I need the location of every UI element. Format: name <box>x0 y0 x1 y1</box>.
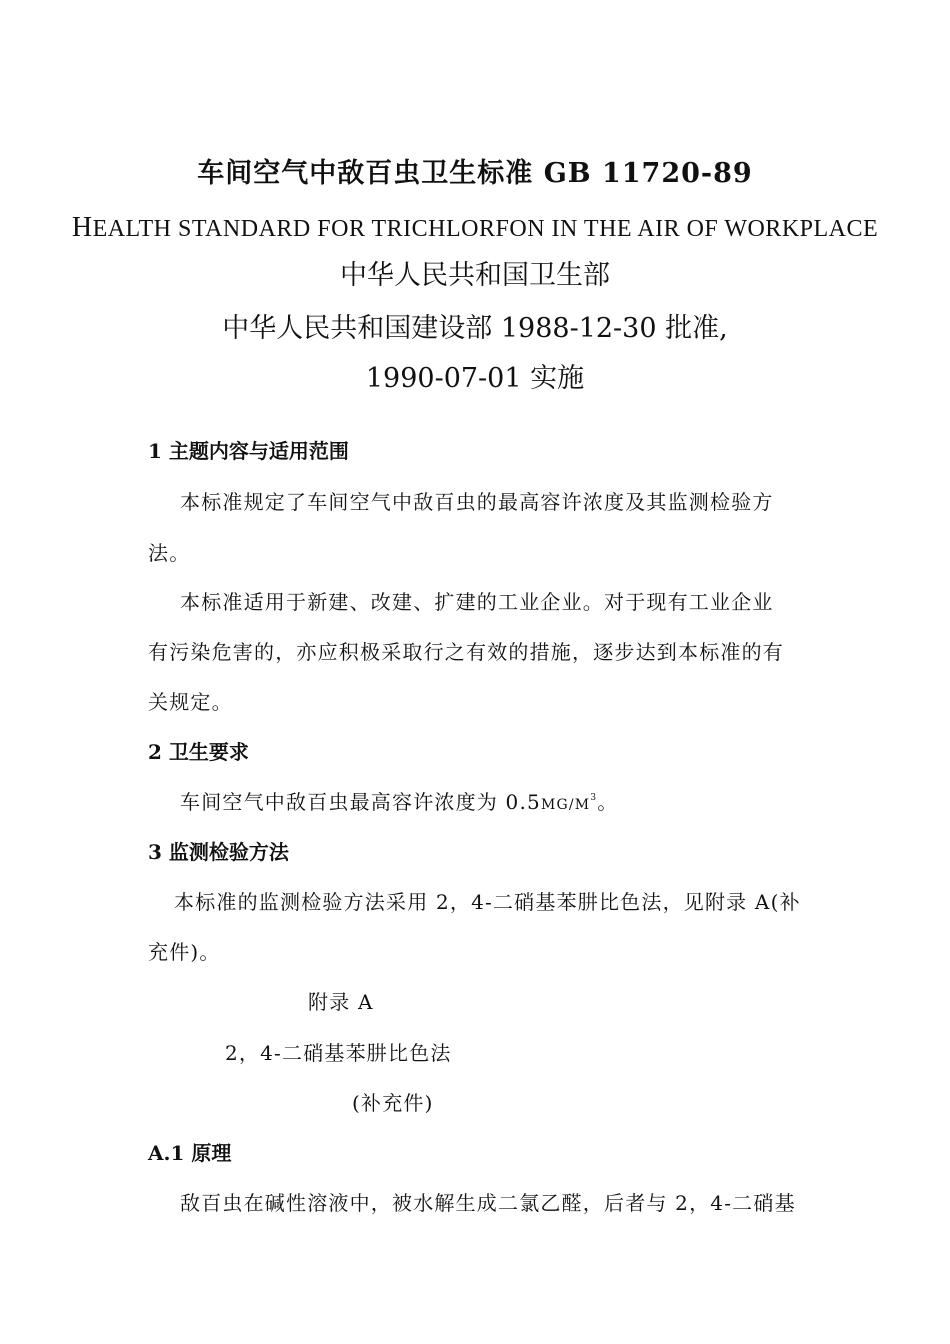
issuing-org-line-1: 中华人民共和国卫生部 <box>340 260 610 291</box>
english-title-initial: H <box>71 212 93 243</box>
appendix-note: (补充件) <box>352 1091 434 1115</box>
appendix-label: 附录 A <box>308 990 374 1014</box>
english-title <box>0 214 950 242</box>
concentration-text: 车间空气中敌百虫最高容许浓度为 0.5 <box>180 790 541 814</box>
section-2-heading: 2 卫生要求 <box>148 740 249 764</box>
concentration-unit: MG/M <box>540 797 591 813</box>
concentration-suffix: 。 <box>597 790 619 814</box>
unit-exponent: 3 <box>590 793 598 803</box>
section-1-paragraph-2-line-2: 有污染危害的，亦应积极采取行之有效的措施，逐步达到本标准的有 <box>148 640 784 664</box>
appendix-a1-line-1: 敌百虫在碱性溶液中，被水解生成二氯乙醛，后者与 2，4-二硝基 <box>180 1191 796 1215</box>
appendix-a1-heading: A.1 原理 <box>148 1141 232 1165</box>
section-1-paragraph-1-line-2: 法。 <box>148 541 191 565</box>
section-1-paragraph-1-line-1: 本标准规定了车间空气中敌百虫的最高容许浓度及其监测检验方 <box>180 490 774 514</box>
section-1-paragraph-2-line-1: 本标准适用于新建、改建、扩建的工业企业。对于现有工业企业 <box>180 590 774 614</box>
implementation-date: 1990-07-01 实施 <box>365 363 585 394</box>
document-title: 车间空气中敌百虫卫生标准 GB 11720-89 <box>197 158 753 189</box>
section-1-heading: 1 主题内容与适用范围 <box>148 439 349 463</box>
section-3-paragraph-1-line-1: 本标准的监测检验方法采用 2，4-二硝基苯肼比色法，见附录 A(补 <box>174 890 801 914</box>
section-3-paragraph-1-line-2: 充件)。 <box>148 940 221 964</box>
section-1-paragraph-2-line-3: 关规定。 <box>148 690 233 714</box>
issuing-org-line-2: 中华人民共和国建设部 1988-12-30 批准, <box>222 313 728 344</box>
section-2-paragraph-1 <box>180 792 618 812</box>
english-title-rest: EALTH STANDARD FOR TRICHLORFON IN THE AIR OF WORKPLACE <box>92 216 879 242</box>
section-3-heading: 3 监测检验方法 <box>148 840 289 864</box>
appendix-title: 2，4-二硝基苯肼比色法 <box>225 1041 452 1065</box>
